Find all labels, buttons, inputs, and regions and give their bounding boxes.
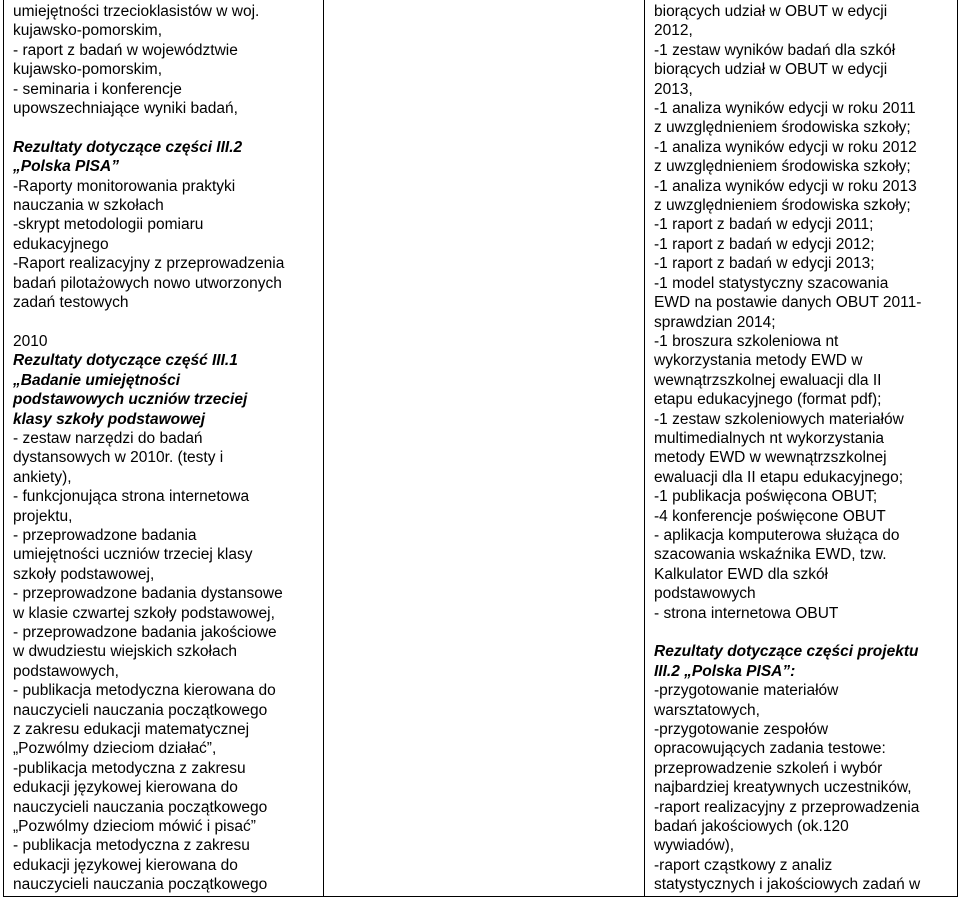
text-line: podstawowych xyxy=(654,585,756,603)
text-line: -skrypt metodologii pomiaru xyxy=(13,216,204,234)
text-line: zadań testowych xyxy=(13,294,129,312)
text-line: III.2 „Polska PISA”: xyxy=(654,662,796,680)
text-line: - raport z badań w województwie xyxy=(13,41,238,59)
text-line: umiejętności uczniów trzeciej klasy xyxy=(13,546,253,564)
text-line: nauczycieli nauczania początkowego xyxy=(13,876,268,894)
text-line: - strona internetowa OBUT xyxy=(654,604,839,622)
text-line: z zakresu edukacji matematycznej xyxy=(13,721,250,738)
text-line: warsztatowych, xyxy=(654,701,760,719)
text-line: - publikacja metodyczna z zakresu xyxy=(13,837,250,855)
text-line: etapu edukacyjnego (format pdf); xyxy=(654,391,882,409)
text-line: -raport realizacyjny z przeprowadzenia xyxy=(654,798,920,816)
text-line: ewaluacji dla II etapu edukacyjnego; xyxy=(654,468,904,486)
text-line: Rezultaty dotyczące części III.2 xyxy=(13,138,243,156)
text-line: z uwzględnieniem środowiska szkoły; xyxy=(654,158,911,176)
text-line: nauczycieli nauczania początkowego xyxy=(13,798,268,816)
text-line: biorących udział w OBUT w edycji xyxy=(654,3,888,20)
text-line: -1 broszura szkoleniowa nt xyxy=(654,332,839,350)
text-line xyxy=(13,312,321,331)
text-line: - przeprowadzone badania jakościowe xyxy=(13,623,277,641)
text-line: metody EWD w wewnątrzszkolnej xyxy=(654,449,887,467)
text-line: „Pozwólmy dzieciom działać”, xyxy=(13,740,217,758)
text-line: nauczania w szkołach xyxy=(13,197,164,215)
text-line: - funkcjonująca strona internetowa xyxy=(13,488,250,506)
text-line: -1 publikacja poświęcona OBUT; xyxy=(654,488,878,506)
text-line: -1 raport z badań w edycji 2011; xyxy=(654,216,874,234)
text-line: - przeprowadzone badania xyxy=(13,526,197,544)
text-line: -1 analiza wyników edycji w roku 2012 xyxy=(654,138,917,156)
text-line: kujawsko-pomorskim, xyxy=(13,61,163,79)
text-line xyxy=(13,118,321,137)
column-divider-2 xyxy=(644,0,645,896)
text-line: -raport cząstkowy z analiz xyxy=(654,856,833,874)
text-line: „Pozwólmy dzieciom mówić i pisać” xyxy=(13,818,256,836)
text-line: -1 zestaw szkoleniowych materiałów xyxy=(654,410,904,428)
text-line: Rezultaty dotyczące części projektu xyxy=(654,643,919,661)
table-border-left xyxy=(3,0,4,896)
text-line: wykorzystania metody EWD w xyxy=(654,352,863,370)
text-line: -1 raport z badań w edycji 2013; xyxy=(654,255,875,273)
text-line: z uwzględnieniem środowiska szkoły; xyxy=(654,197,911,215)
text-line: -przygotowanie zespołów xyxy=(654,721,829,739)
text-line xyxy=(654,623,954,642)
column-1-text xyxy=(13,2,321,895)
text-line: z uwzględnieniem środowiska szkoły; xyxy=(654,119,911,137)
text-line: - aplikacja komputerowa służąca do xyxy=(654,526,900,544)
text-line: dystansowych w 2010r. (testy i xyxy=(13,449,224,467)
text-line: podstawowych uczniów trzeciej xyxy=(13,391,248,409)
text-line: projektu, xyxy=(13,507,73,525)
results-table xyxy=(3,0,958,897)
column-divider-1 xyxy=(323,0,324,896)
text-line: Rezultaty dotyczące część III.1 xyxy=(13,352,238,370)
text-line: „Badanie umiejętności xyxy=(13,371,181,389)
text-line: opracowujących zadania testowe: xyxy=(654,740,886,758)
text-line: 2010 xyxy=(13,332,48,350)
text-line: -1 raport z badań w edycji 2012; xyxy=(654,235,875,253)
text-line: multimedialnych nt wykorzystania xyxy=(654,429,885,447)
text-line: -1 analiza wyników edycji w roku 2011 xyxy=(654,100,916,118)
text-line: upowszechniające wyniki badań, xyxy=(13,100,238,118)
text-line: wywiadów), xyxy=(654,837,735,855)
text-line: najbardziej kreatywnych uczestników, xyxy=(654,779,912,797)
text-line: -Raporty monitorowania praktyki xyxy=(13,177,236,195)
text-line: badań pilotażowych nowo utworzonych xyxy=(13,274,282,292)
text-line: -przygotowanie materiałów xyxy=(654,682,839,700)
text-line: EWD na postawie danych OBUT 2011- xyxy=(654,294,922,312)
text-line: sprawdzian 2014; xyxy=(654,313,776,331)
text-line: edukacyjnego xyxy=(13,235,109,253)
text-line: - zestaw narzędzi do badań xyxy=(13,429,203,447)
text-line: szacowania wskaźnika EWD, tzw. xyxy=(654,546,887,564)
text-line: w dwudziestu wiejskich szkołach xyxy=(13,643,237,661)
text-line: podstawowych, xyxy=(13,662,119,680)
text-line: kujawsko-pomorskim, xyxy=(13,22,163,40)
text-line: 2013, xyxy=(654,80,693,98)
text-line: edukacji językowej kierowana do xyxy=(13,779,238,797)
column-3-text xyxy=(654,2,954,895)
text-line: Kalkulator EWD dla szkół xyxy=(654,565,829,583)
text-line: edukacji językowej kierowana do xyxy=(13,856,238,874)
text-line: „Polska PISA” xyxy=(13,158,119,176)
text-line: -publikacja metodyczna z zakresu xyxy=(13,759,246,777)
text-line: w klasie czwartej szkoły podstawowej, xyxy=(13,604,275,622)
text-line: -1 model statystyczny szacowania xyxy=(654,274,889,292)
text-line: przeprowadzenie szkoleń i wybór xyxy=(654,759,883,777)
text-line: biorących udział w OBUT w edycji xyxy=(654,61,888,79)
table-border-right xyxy=(957,0,958,896)
text-line: -4 konferencje poświęcone OBUT xyxy=(654,507,886,525)
text-line: - seminaria i konferencje xyxy=(13,80,182,98)
text-line: statystycznych i jakościowych zadań w xyxy=(654,876,921,894)
text-line: wewnątrzszkolnej ewaluacji dla II xyxy=(654,371,882,389)
text-line: szkoły podstawowej, xyxy=(13,565,155,583)
text-line: - publikacja metodyczna kierowana do xyxy=(13,682,276,700)
text-line: ankiety), xyxy=(13,468,72,486)
text-line: klasy szkoły podstawowej xyxy=(13,410,206,428)
text-line: -1 zestaw wyników badań dla szkół xyxy=(654,41,896,59)
text-line: 2012, xyxy=(654,22,693,40)
text-line: -Raport realizacyjny z przeprowadzenia xyxy=(13,255,285,273)
text-line: nauczycieli nauczania początkowego xyxy=(13,701,268,719)
text-line: - przeprowadzone badania dystansowe xyxy=(13,585,283,603)
text-line: -1 analiza wyników edycji w roku 2013 xyxy=(654,177,917,195)
text-line: badań jakościowych (ok.120 xyxy=(654,818,849,836)
text-line: umiejętności trzecioklasistów w woj. xyxy=(13,3,260,20)
